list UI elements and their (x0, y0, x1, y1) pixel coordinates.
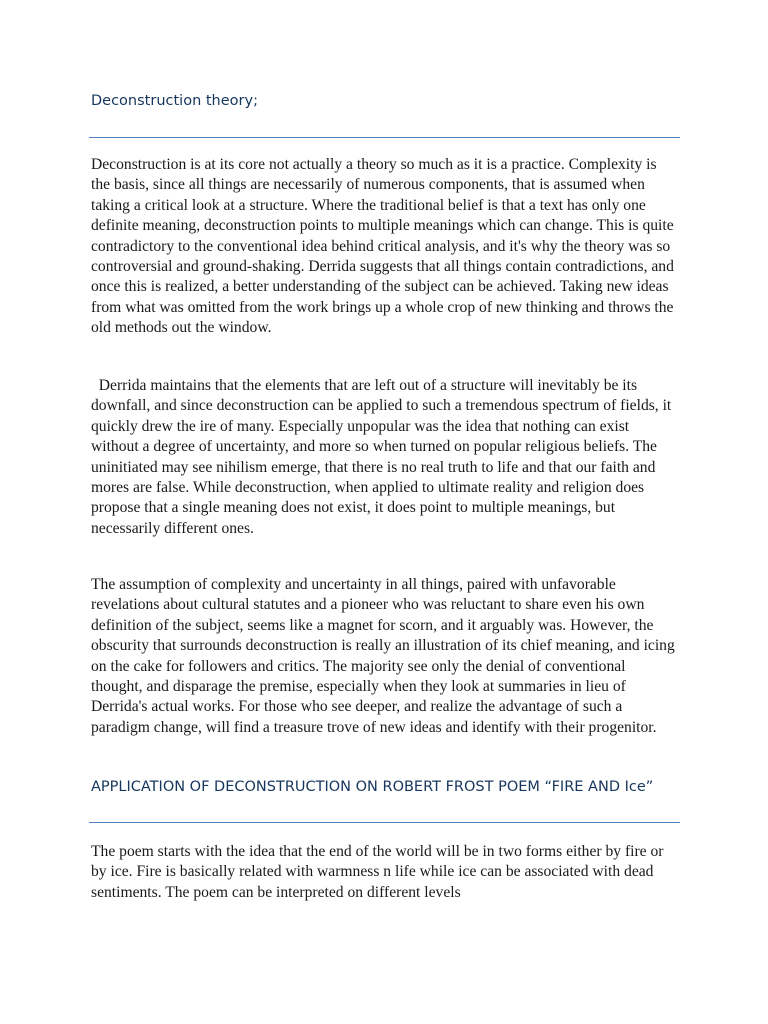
section-body-paragraph: The poem starts with the idea that the end of the world will be in two forms either by fire or by ice. Fire is basically related with warmness n life while ice can be associated with dead sentiments. The poem can be interpreted on different levels (91, 843, 664, 901)
body-paragraph: Derrida maintains that the elements that are left out of a structure will inevitably be its downfall, and since deconstruction can be applied to such a tremendous spectrum of fields, it quickly drew the ire of many. Especially unpopular was the idea that nothing can exist without a degree of uncertainty, and more so when turned on popular religious beliefs. The uninitiated may see nihilism emerge, that there is no real truth to life and that our faith and mores are false. While deconstruction, when applied to ultimate reality and religion does propose that a single meaning does not exist, it does point to multiple meanings, but necessarily different ones. (91, 377, 676, 537)
body-paragraph: The assumption of complexity and uncertainty in all things, paired with unfavorable revelations about cultural statutes and a pioneer who was reluctant to share even his own definition of the subject, seems like a magnet for scorn, and it arguably was. However, the obscurity that surrounds deconstruction is really an illustration of its chief meaning, and icing on the cake for followers and critics. The majority see only the denial of conventional thought, and disparage the premise, especially when they look at summaries in lieu of Derrida's actual works. For those who see deeper, and realize the advantage of such a paradigm change, will find a treasure trove of new ideas and identify with their progenitor. (91, 576, 675, 736)
title-underline-divider (89, 137, 680, 138)
page-title: Deconstruction theory; (91, 93, 258, 109)
section-heading: APPLICATION OF DECONSTRUCTION ON ROBERT FROST POEM “FIRE AND Ice” (91, 779, 654, 795)
body-paragraph: Deconstruction is at its core not actually a theory so much as it is a practice. Complexity is the basis, since all things are necessarily of numerous components, that is assumed when taking a critical look at a structure. Where the traditional belief is that a text has only one definite meaning, deconstruction points to multiple meanings which can change. This is quite contradictory to the conventional idea behind critical analysis, and it's why the theory was so controversial and ground-shaking. Derrida suggests that all things contain contradictions, and once this is realized, a better understanding of the subject can be achieved. Taking new ideas from what was omitted from the work brings up a whole crop of new thinking and throws the old methods out the window. (91, 156, 674, 337)
section-underline-divider (89, 822, 680, 823)
